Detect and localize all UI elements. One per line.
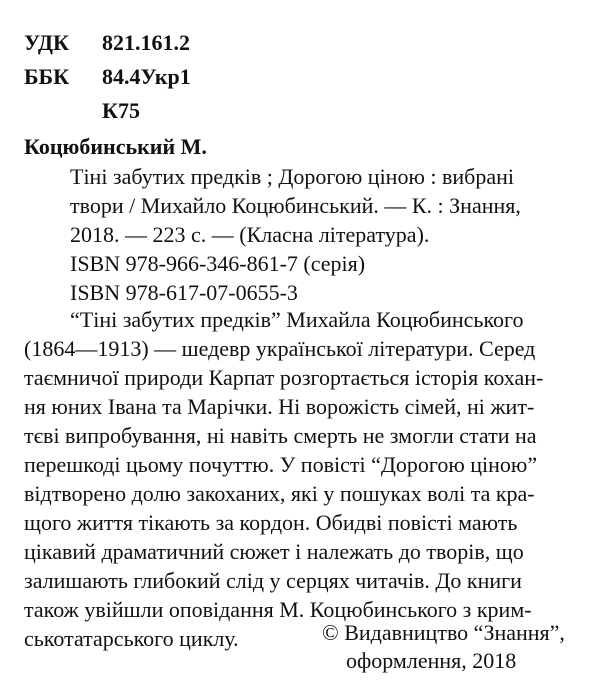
- bbk-label: ББК: [24, 64, 70, 89]
- annotation-line: залишають глибокий слід у серцях читачів. До книги: [24, 568, 522, 593]
- description-line: Тіні забутих предків ; Дорогою ціною : вибрані: [70, 164, 515, 189]
- annotation-line: таємничої природи Карпат розгортається історія кохан-: [24, 365, 544, 390]
- author-heading: Коцюбинський М.: [24, 134, 207, 159]
- annotation-line: також увійшли оповідання М. Коцюбинського з крим-: [24, 597, 532, 622]
- udk-value: 821.161.2: [102, 30, 190, 55]
- description-line: 2018. — 223 с. — (Класна література).: [70, 222, 430, 247]
- copyright-design: оформлення, 2018: [346, 648, 517, 673]
- bbk-value: 84.4Укр1: [102, 64, 191, 89]
- annotation-line: “Тіні забутих предків” Михайла Коцюбинського: [70, 307, 524, 332]
- annotation-line: ськотатарського циклу.: [24, 626, 239, 651]
- description-line: твори / Михайло Коцюбинський. — К. : Знання,: [70, 193, 521, 218]
- author-mark: К75: [102, 98, 140, 123]
- annotation-line: щого життя тікають за кордон. Обидві повісті мають: [24, 510, 518, 535]
- copyright-publisher: © Видавництво “Знання”,: [322, 620, 565, 645]
- isbn-series: ISBN 978-966-346-861-7 (серія): [70, 251, 366, 276]
- annotation-line: тєві випробування, ні навіть смерть не змогли стати на: [24, 423, 537, 448]
- annotation-line: цікавий драматичний сюжет і належать до творів, що: [24, 539, 524, 564]
- isbn-book: ISBN 978-617-07-0655-3: [70, 280, 298, 305]
- annotation-line: відтворено долю закоханих, які у пошуках волі та кра-: [24, 481, 535, 506]
- annotation-line: (1864—1913) — шедевр української літератури. Серед: [24, 336, 536, 361]
- annotation-line: перешкоді цьому почуттю. У повісті “Дорогою ціною”: [24, 452, 538, 477]
- annotation-line: ня юних Івана та Марічки. Ні ворожість сімей, ні жит-: [24, 394, 535, 419]
- udk-label: УДК: [24, 30, 70, 55]
